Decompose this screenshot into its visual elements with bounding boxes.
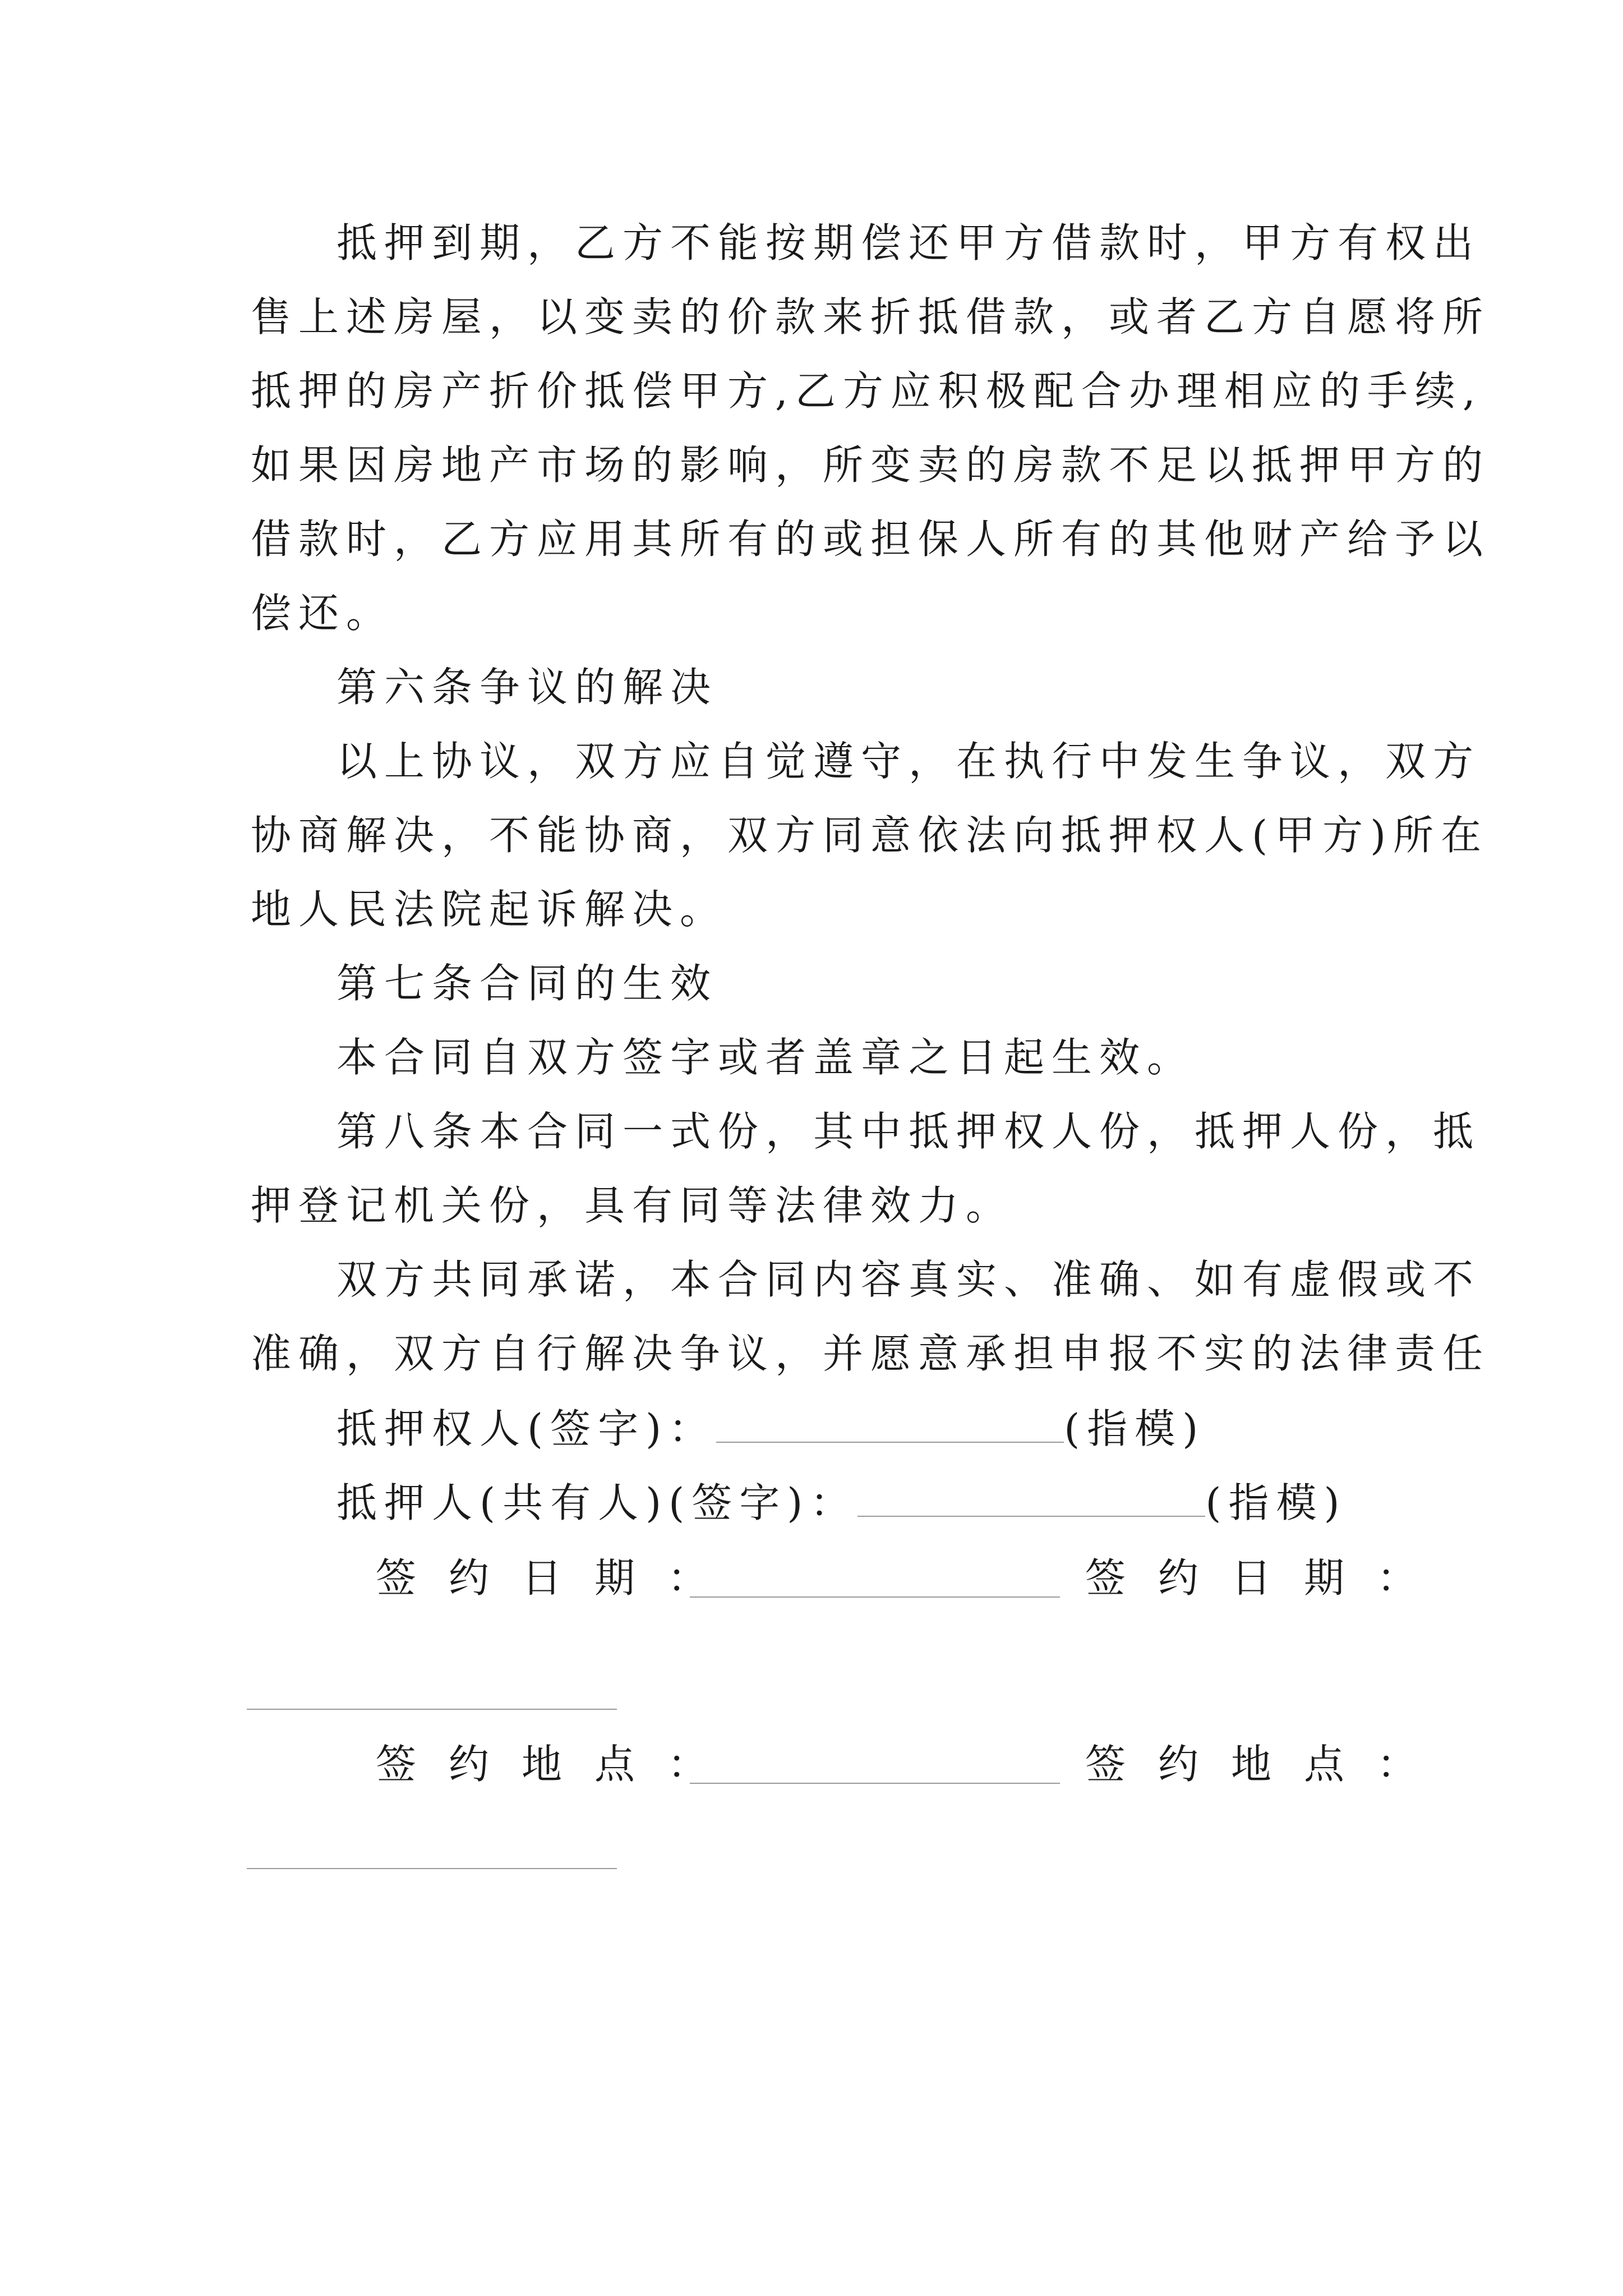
paragraph-line: 抵押到期，乙方不能按期偿还甲方借款时，甲方有权出 — [336, 219, 1481, 266]
paragraph-line: 协商解决，不能协商，双方同意依法向抵押权人(甲方)所在 — [251, 812, 1489, 859]
paragraph-line: 偿还。 — [251, 590, 394, 637]
signing-place-blank-2[interactable] — [247, 1868, 617, 1869]
signing-place-blank[interactable] — [690, 1783, 1060, 1784]
mortgagor-signature-blank[interactable] — [857, 1476, 1205, 1517]
article-heading: 第六条争议的解决 — [336, 664, 718, 711]
mortgagee-signature-row — [336, 1402, 1205, 1454]
signing-date-label: 签约日期： — [376, 1554, 741, 1602]
mortgagor-fingerprint-label: (指模) — [1205, 1479, 1347, 1526]
paragraph-line: 第八条本合同一式份，其中抵押权人份，抵押人份，抵 — [336, 1108, 1481, 1155]
paragraph-line: 借款时，乙方应用其所有的或担保人所有的其他财产给予以 — [251, 516, 1491, 563]
mortgagee-fingerprint-label: (指模) — [1064, 1405, 1206, 1452]
mortgagee-signature-blank[interactable] — [716, 1402, 1064, 1443]
paragraph-line: 本合同自双方签字或者盖章之日起生效。 — [336, 1034, 1195, 1081]
paragraph-line: 押登记机关份，具有同等法律效力。 — [251, 1182, 1014, 1229]
paragraph-line: 如果因房地产市场的影响，所变卖的房款不足以抵押甲方的 — [251, 441, 1491, 489]
paragraph-line: 以上协议，双方应自觉遵守，在执行中发生争议，双方 — [336, 738, 1481, 785]
signing-place-label: 签约地点： — [376, 1741, 741, 1788]
paragraph-line: 抵押的房产折价抵偿甲方,乙方应积极配合办理相应的手续, — [251, 367, 1483, 415]
signing-place-label-2: 签约地点： — [1085, 1741, 1450, 1788]
paragraph-line: 准确，双方自行解决争议，并愿意承担申报不实的法律责任 — [251, 1330, 1491, 1377]
mortgagor-signature-row — [336, 1476, 1347, 1528]
signing-date-label-2: 签约日期： — [1085, 1554, 1450, 1602]
paragraph-line: 售上述房屋，以变卖的价款来折抵借款，或者乙方自愿将所 — [251, 293, 1491, 341]
article-heading: 第七条合同的生效 — [336, 960, 718, 1007]
mortgagor-signature-label: 抵押人(共有人)(签字)： — [336, 1479, 858, 1526]
mortgagee-signature-label: 抵押权人(签字)： — [336, 1405, 717, 1452]
signing-date-blank[interactable] — [690, 1596, 1060, 1598]
paragraph-line: 地人民法院起诉解决。 — [251, 886, 728, 933]
paragraph-line: 双方共同承诺，本合同内容真实、准确、如有虚假或不 — [336, 1256, 1481, 1303]
signing-date-blank-2[interactable] — [247, 1709, 617, 1710]
